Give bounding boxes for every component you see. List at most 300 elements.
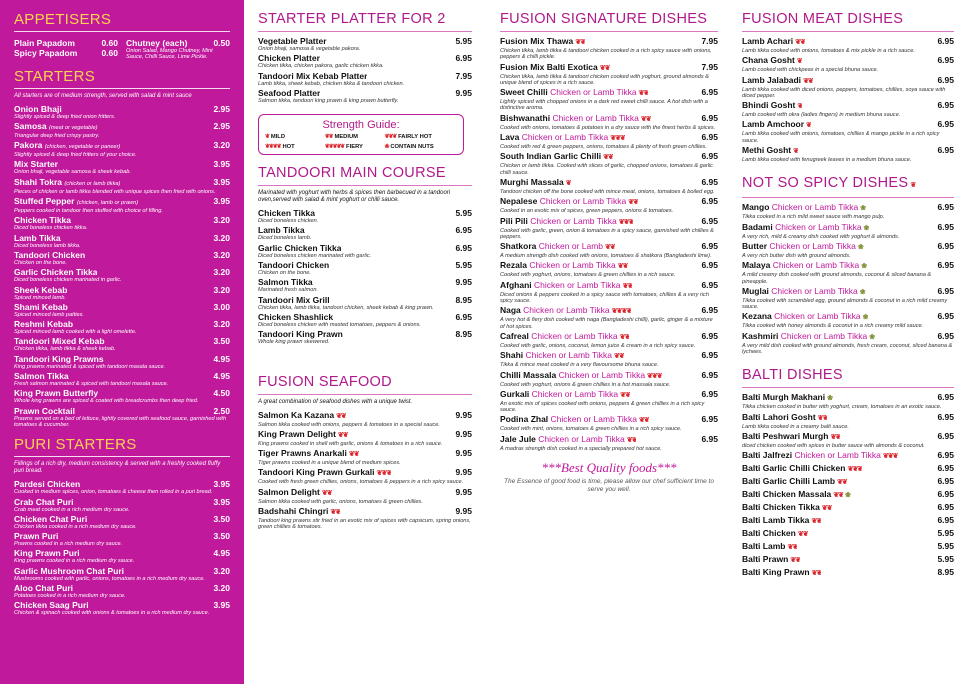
item-price: 9.95 xyxy=(455,467,472,478)
item-title xyxy=(258,506,340,518)
item-description: A mild creamy dish cooked with ground almonds, coconut & sliced banana & pineapple. xyxy=(742,272,932,285)
item-price: 6.95 xyxy=(455,225,472,236)
chili-icon: ❦❦ xyxy=(790,557,801,565)
menu-item xyxy=(258,448,472,466)
item-name: Fusion Mix Balti Exotica xyxy=(500,61,598,72)
item-price: 6.95 xyxy=(701,388,718,399)
item-name: Balti Chicken xyxy=(742,528,796,539)
menu-column-1 xyxy=(0,0,244,684)
item-description: Tikka cooked with scrambled egg, ground almonds & coconut in a rich mild creamy sauce. xyxy=(742,297,948,311)
item-name: Shatkora xyxy=(500,241,537,252)
tagline: ***Best Quality foods*** xyxy=(541,460,677,476)
chili-icon: ❦❦❦❦ xyxy=(265,144,281,151)
item-description: Chicken tikka, lamb tikka & tandoori chicken cooked in a rich spicy sauce with onions, peppers & chilli pickle. xyxy=(500,48,712,61)
item-title xyxy=(500,216,633,228)
item-name: Sweet Chilli xyxy=(500,87,548,98)
chili-icon: ❦❦ xyxy=(638,90,649,98)
item-price: 7.95 xyxy=(455,70,472,81)
item-title xyxy=(14,600,89,610)
item-description: Potatoes cooked in a rich medium dry sauce. xyxy=(14,593,126,600)
item-title xyxy=(742,222,869,234)
divider xyxy=(258,394,472,395)
strength-label: FIERY xyxy=(346,144,363,151)
item-description: Salmon tikka cooked with onions, peppers & tomatoes in a special sauce. xyxy=(258,421,440,428)
item-row xyxy=(258,506,472,518)
chili-icon: ❦❦ xyxy=(833,492,844,500)
item-row xyxy=(14,583,230,593)
menu-item xyxy=(14,38,118,48)
item-modifier: (chicken, vegetable or paneer) xyxy=(44,144,121,151)
item-description: Prawns cooked in a rich medium dry sauce. xyxy=(14,541,123,548)
item-variant: Chicken or Lamb Tikka xyxy=(538,433,625,444)
menu-item xyxy=(258,71,472,87)
item-price: 9.95 xyxy=(455,409,472,420)
item-name: Balti Garlic Chilli Chicken xyxy=(742,463,846,474)
item-row xyxy=(14,121,230,133)
item-description: Chicken tikka cooked in a rich medium dry sauce. xyxy=(14,523,137,530)
chili-icon: ❦❦ xyxy=(639,417,649,425)
menu-item xyxy=(742,476,954,488)
item-row xyxy=(500,132,718,144)
item-row xyxy=(500,331,718,343)
item-title xyxy=(742,515,821,527)
item-description: Chicken on the bone. xyxy=(258,270,311,277)
item-row xyxy=(742,463,954,475)
nut-icon: ❀ xyxy=(827,395,833,403)
item-description: Tandoori king prawns stir fried in an exotic mix of spices with capsicum, spring onions, green chillies & tomatoes. xyxy=(258,518,471,531)
strength-label: MILD xyxy=(270,134,286,141)
item-price: 6.95 xyxy=(701,305,718,316)
item-price: 2.95 xyxy=(213,103,230,114)
item-title xyxy=(742,100,802,112)
chili-icon: ❦❦ xyxy=(605,244,615,252)
item-name: Onion Bhaji xyxy=(14,103,62,114)
menu-item xyxy=(14,177,230,195)
item-title xyxy=(14,566,124,576)
item-name: King Prawn Puri xyxy=(14,548,80,559)
item-row xyxy=(258,71,472,81)
item-name: Prawn Puri xyxy=(14,531,59,542)
item-price: 6.95 xyxy=(701,176,718,187)
item-description: Whole king prawn skewered. xyxy=(258,339,330,346)
item-description: Cooked with fresh green chillies, onions, tomatoes & peppers in a rich spicy sauce. xyxy=(258,479,464,486)
item-row xyxy=(742,202,954,214)
item-row xyxy=(14,548,230,558)
item-title xyxy=(742,202,866,214)
item-name: Chicken Tikka xyxy=(258,208,316,219)
item-title xyxy=(258,448,359,460)
item-variant: Chicken or Lamb Tikka xyxy=(794,450,881,461)
item-row xyxy=(14,159,230,169)
chili-icon: ❦❦ xyxy=(617,263,628,271)
notspicy-heading-text: NOT SO SPICY DISHES xyxy=(742,175,909,192)
nut-icon: ❀ xyxy=(860,205,867,213)
menu-item xyxy=(14,48,118,58)
item-name: Stuffed Pepper xyxy=(14,196,75,207)
item-name: Shami Kebab xyxy=(14,301,68,312)
item-name: Balti Garlic Chilli Lamb xyxy=(742,476,836,487)
item-title xyxy=(742,119,811,131)
item-title xyxy=(742,36,805,48)
item-title xyxy=(500,350,624,362)
menu-item xyxy=(742,450,954,462)
item-description: Salmon tikka, tandoori king prawn & king prawn butterfly. xyxy=(258,97,399,104)
item-title xyxy=(14,548,80,558)
item-row xyxy=(14,215,230,225)
item-description: An exotic mix of spices cooked with onions, peppers & green chillies in a rich spicy sauce. xyxy=(500,400,705,414)
menu-item xyxy=(258,329,472,345)
item-price: 9.95 xyxy=(455,486,472,497)
item-name: Lamb Jalabadi xyxy=(742,74,802,85)
item-price: 3.20 xyxy=(213,583,230,594)
item-description: Lamb tikka cooked with diced onions, peppers, tomatoes, chillies, soya sauce with diced pepper. xyxy=(742,86,946,99)
item-name: Tandoori Mix Grill xyxy=(258,294,330,305)
item-name: Prawn Cocktail xyxy=(14,405,75,416)
divider xyxy=(14,88,230,89)
seafood-list xyxy=(258,410,472,531)
chili-icon: ❦ xyxy=(793,148,798,156)
item-name: Lamb Tikka xyxy=(14,232,61,243)
item-row xyxy=(14,388,230,398)
item-title xyxy=(258,243,341,253)
item-description: Diced boneless chicken tikka. xyxy=(14,225,88,232)
item-variant: Chicken or Lamb Tikka xyxy=(769,240,856,251)
item-title xyxy=(14,267,97,277)
item-row xyxy=(742,331,954,343)
chili-icon: ❦❦ xyxy=(797,531,808,539)
item-variant: Chicken or Lamb Tikka xyxy=(529,260,616,271)
item-row xyxy=(258,448,472,460)
item-price: 6.95 xyxy=(937,202,954,213)
item-description: A madras strength dish cooked in a specially prepared hot sauce. xyxy=(500,445,662,452)
item-name: Mix Starter xyxy=(14,159,58,170)
menu-item xyxy=(258,295,472,311)
item-description: Diced boneless chicken. xyxy=(258,218,319,225)
item-row xyxy=(258,53,472,63)
menu-column-4 xyxy=(730,0,960,684)
signature-heading: FUSION SIGNATURE DISHES xyxy=(500,11,708,27)
item-description: Chicken tikka, lamb tikka & tandoori chicken cooked with yoghurt, ground almonds & unique blend of spices in a rich sauce. xyxy=(500,73,709,86)
item-row xyxy=(500,350,718,362)
item-row xyxy=(500,260,718,272)
item-title xyxy=(742,241,864,253)
chili-icon: ❦❦ xyxy=(619,333,630,341)
item-name: Lamb Achari xyxy=(742,36,794,46)
item-name: Vegetable Platter xyxy=(258,36,327,46)
menu-item xyxy=(500,196,718,214)
menu-item xyxy=(14,121,230,139)
item-row xyxy=(742,431,954,443)
item-price: 3.95 xyxy=(213,196,230,207)
menu-item xyxy=(258,410,472,428)
menu-item xyxy=(500,260,718,278)
item-price: 6.95 xyxy=(937,311,954,322)
item-price: 6.95 xyxy=(937,392,954,403)
item-description: A very mild dish cooked with ground almonds, fresh cream, coconut, sliced banana & lychees. xyxy=(742,342,953,356)
item-name: Balti Jalfrezi xyxy=(742,450,793,461)
item-variant: Chicken or Lamb Tikka xyxy=(771,202,859,213)
item-description: Triangular deep fried crispy pastry. xyxy=(14,132,100,139)
notspicy-list xyxy=(742,202,954,355)
item-name: Balti Peshwari Murgh xyxy=(742,430,829,441)
item-name: Pardesi Chicken xyxy=(14,479,81,490)
item-name: Bishwanathi xyxy=(500,112,551,123)
item-description: Crab meat cooked in a rich medium dry sauce. xyxy=(14,506,130,513)
item-description: Peppers cooked in tandoor then stuffed with choice of filling. xyxy=(14,208,163,215)
item-price: 3.50 xyxy=(213,336,230,347)
item-title xyxy=(742,528,808,540)
item-description: Cooked with red & green peppers, onions, tomatoes & plenty of fresh green chillies. xyxy=(500,144,707,151)
item-row xyxy=(258,277,472,287)
item-description: Tikka cooked with honey almonds & coconut in a rich creamy mild sauce. xyxy=(742,323,924,330)
tandoori-list xyxy=(258,208,472,345)
item-variant: Chicken or Lamb Tikka xyxy=(552,112,639,123)
nut-icon: ❀ xyxy=(857,243,864,251)
item-row xyxy=(742,75,954,87)
item-description: Spiced minced lamb cooked with a light omelette. xyxy=(14,329,137,336)
item-name: Balti Chicken Tikka xyxy=(742,502,820,513)
menu-item xyxy=(14,250,230,266)
item-row xyxy=(742,554,954,566)
item-title xyxy=(742,476,847,488)
puri-intro: Fillings of a rich dry, medium consistency & served with a freshly cooked fluffy puri bread. xyxy=(14,461,221,475)
item-title xyxy=(14,583,73,593)
menu-item xyxy=(14,406,230,429)
item-description: Diced boneless chicken marinated with garlic. xyxy=(258,252,372,259)
item-name: Balti King Prawn xyxy=(742,567,810,578)
item-price: 6.95 xyxy=(701,87,718,98)
item-title xyxy=(500,305,631,317)
item-description: Chicken on the bone. xyxy=(14,259,67,266)
strength-level xyxy=(385,134,458,140)
item-title xyxy=(500,280,632,292)
item-price: 3.95 xyxy=(213,479,230,490)
notspicy-heading xyxy=(742,175,954,194)
item-price: 2.95 xyxy=(213,120,230,131)
item-name: Gurkali xyxy=(500,388,530,399)
item-title xyxy=(14,196,138,208)
menu-item xyxy=(258,36,472,52)
chili-icon: ❦❦❦ xyxy=(647,372,662,380)
menu-item xyxy=(742,392,954,410)
chili-icon: ❦❦ xyxy=(599,64,610,72)
item-row xyxy=(742,541,954,553)
item-price: 6.95 xyxy=(937,515,954,526)
item-row xyxy=(14,514,230,524)
menu-item xyxy=(742,489,954,501)
item-price: 6.95 xyxy=(937,221,954,232)
menu-item xyxy=(500,132,718,150)
menu-item xyxy=(14,514,230,530)
item-price: 3.95 xyxy=(213,600,230,611)
item-description: King prawns cooked in a rich medium dry sauce. xyxy=(14,558,135,565)
menu-item xyxy=(258,467,472,485)
item-name: Kashmiri xyxy=(742,330,779,341)
balti-list xyxy=(742,392,954,579)
item-variant: Chicken or Lamb Tikka xyxy=(558,369,646,380)
item-price: 6.95 xyxy=(701,112,718,123)
item-price: 9.95 xyxy=(455,87,472,98)
chili-icon: ❦❦❦ xyxy=(618,218,634,226)
item-name: Nepalese xyxy=(500,196,538,207)
item-title xyxy=(742,431,840,443)
item-row xyxy=(500,434,718,446)
item-row xyxy=(500,36,718,48)
menu-item xyxy=(258,88,472,104)
item-modifier: (meat or vegetable) xyxy=(48,124,98,131)
item-description: Prawns served on a bed of lettuce, lightly covered with seafood sauce, garnished with tomatoes & cucumber. xyxy=(14,415,227,428)
item-description: Chicken tikka, lamb tikka, tandoori chicken, sheek kebab & king prawn. xyxy=(258,304,434,311)
appetisers-right xyxy=(126,38,230,62)
item-price: 6.95 xyxy=(937,450,954,461)
menu-item xyxy=(500,434,718,452)
item-title xyxy=(14,140,120,152)
item-modifier: (chicken, lamb or prawn) xyxy=(76,200,139,207)
menu-column-3 xyxy=(488,0,728,684)
chili-icon: ❦ xyxy=(910,182,916,190)
item-description: Diced boneless lamb tikka. xyxy=(14,242,81,249)
item-price: 6.95 xyxy=(937,430,954,441)
item-description: Cooked with garlic, green, onion & tomatoes in a spicy sauce, garnished with chillies & peppers. xyxy=(500,227,714,240)
item-title xyxy=(258,429,348,441)
item-price: 7.95 xyxy=(701,61,718,72)
strength-label: FAIRLY HOT xyxy=(398,134,432,141)
divider xyxy=(14,31,230,32)
item-price: 9.95 xyxy=(455,448,472,459)
menu-item xyxy=(742,119,954,144)
item-row xyxy=(258,329,472,339)
menu-item xyxy=(126,38,230,48)
item-price: 3.95 xyxy=(213,176,230,187)
item-title xyxy=(500,132,625,144)
menu-item xyxy=(258,260,472,276)
item-name: Tandoori Mixed Kebab xyxy=(14,336,105,347)
item-price: 6.95 xyxy=(937,100,954,111)
item-row xyxy=(14,233,230,243)
item-description: Tiger prawns cooked in a unique blend of medium spices. xyxy=(258,460,401,467)
menu-item xyxy=(742,241,954,259)
item-description: Cooked in medium spices, onion, tomatoes & cheese then rolled in a puri bread. xyxy=(14,489,213,496)
item-name: Methi Gosht xyxy=(742,145,792,156)
item-price: 4.50 xyxy=(213,388,230,399)
chili-icon: ❦❦❦ xyxy=(610,135,625,143)
menu-item xyxy=(742,260,954,285)
item-price: 3.20 xyxy=(213,267,230,278)
item-title xyxy=(742,311,868,323)
item-price: 6.95 xyxy=(701,369,718,380)
item-price: 9.95 xyxy=(455,506,472,517)
item-name: Chutney (each) xyxy=(126,38,188,48)
chili-icon: ❦❦❦ xyxy=(847,466,863,474)
chili-icon: ❦❦ xyxy=(348,451,359,459)
item-row xyxy=(500,305,718,317)
item-row xyxy=(500,280,718,292)
menu-item xyxy=(14,548,230,564)
item-row xyxy=(742,119,954,131)
menu-item xyxy=(500,36,718,61)
chili-icon: ❦❦ xyxy=(811,570,822,578)
item-description: Tikka & mince meat cooked in a very flavoursome bhuna sauce. xyxy=(500,362,659,369)
item-name: Jale Jule xyxy=(500,433,536,444)
tandoori-heading: TANDOORI MAIN COURSE xyxy=(258,165,446,182)
item-title xyxy=(742,75,813,87)
menu-item xyxy=(742,286,954,311)
item-name: Bhindi Gosht xyxy=(742,100,796,111)
item-title xyxy=(14,215,71,225)
chili-icon: ❦❦ xyxy=(626,436,637,444)
seafood-intro: A great combination of seafood dishes with a unique twist. xyxy=(258,398,413,405)
menu-item xyxy=(500,305,718,330)
chili-icon: ❦❦❦ xyxy=(882,453,898,461)
item-price: 6.95 xyxy=(701,433,718,444)
item-variant: Chicken or Lamb Tikka xyxy=(531,330,618,341)
item-price: 6.95 xyxy=(937,411,954,422)
menu-item xyxy=(14,104,230,120)
item-title xyxy=(14,406,75,416)
item-row xyxy=(742,567,954,579)
item-description: Mushrooms cooked with garlic, onions, tomatoes in a rich medium dry sauce. xyxy=(14,575,205,582)
divider xyxy=(14,456,230,457)
menu-item xyxy=(14,233,230,249)
chili-icon: ❦❦ xyxy=(803,77,813,85)
item-variant: Chicken or Lamb Tikka xyxy=(550,414,637,425)
menu-item xyxy=(500,113,718,131)
menu-item xyxy=(14,140,230,158)
item-price: 3.00 xyxy=(213,301,230,312)
item-title xyxy=(258,410,346,422)
item-name: Muglai xyxy=(742,285,769,296)
item-variant: Chicken or Lamb Tikka xyxy=(775,221,862,232)
item-title xyxy=(14,514,87,524)
item-row xyxy=(14,177,230,189)
menu-item xyxy=(742,100,954,118)
item-description: Diced boneless lamb. xyxy=(258,235,312,242)
item-price: 6.95 xyxy=(701,215,718,226)
nut-icon: ❀ xyxy=(869,333,876,341)
item-name: Balti Lamb xyxy=(742,541,786,552)
tagline-subtext: The Essence of good food is time, please allow our chef sufficient time to serve you well. xyxy=(504,478,714,494)
item-row xyxy=(742,222,954,234)
item-variant: Chicken or Lamb Tikka xyxy=(521,132,609,143)
item-title xyxy=(742,463,862,475)
menu-item xyxy=(258,487,472,505)
item-description: Spiced minced lamb. xyxy=(14,294,66,301)
menu-item xyxy=(500,414,718,432)
chili-icon: ❦❦ xyxy=(787,544,798,552)
item-row xyxy=(500,87,718,99)
item-price: 9.95 xyxy=(455,428,472,439)
item-description: Cooked in an exotic mix of spices, green peppers, onions & tomatoes. xyxy=(500,208,674,215)
item-description: Salmon tikka cooked with garlic, onions, tomatoes & green chillies. xyxy=(258,498,423,505)
chili-icon: ❦❦ xyxy=(837,479,847,487)
item-description: Lightly spiced with chopped onions in a dark red sweet chilli sauce. A hot dish with a distinctive aroma. xyxy=(500,99,708,112)
menu-item xyxy=(258,243,472,259)
chili-icon: ❦❦ xyxy=(628,199,638,207)
item-name: Salmon Tikka xyxy=(258,277,313,288)
item-name: Pakora xyxy=(14,140,43,151)
item-title xyxy=(742,541,797,553)
strength-level xyxy=(385,144,458,150)
item-description: Cooked with mint, onions, tomatoes & green chillies in a rich spicy sauce. xyxy=(500,426,682,433)
menu-item xyxy=(500,331,718,349)
item-row xyxy=(742,392,954,404)
menu-item xyxy=(14,531,230,547)
item-title xyxy=(258,260,329,270)
item-title xyxy=(14,159,58,169)
item-price: 6.95 xyxy=(937,145,954,156)
chili-icon: ❦ xyxy=(265,134,269,141)
item-price: 6.95 xyxy=(937,463,954,474)
